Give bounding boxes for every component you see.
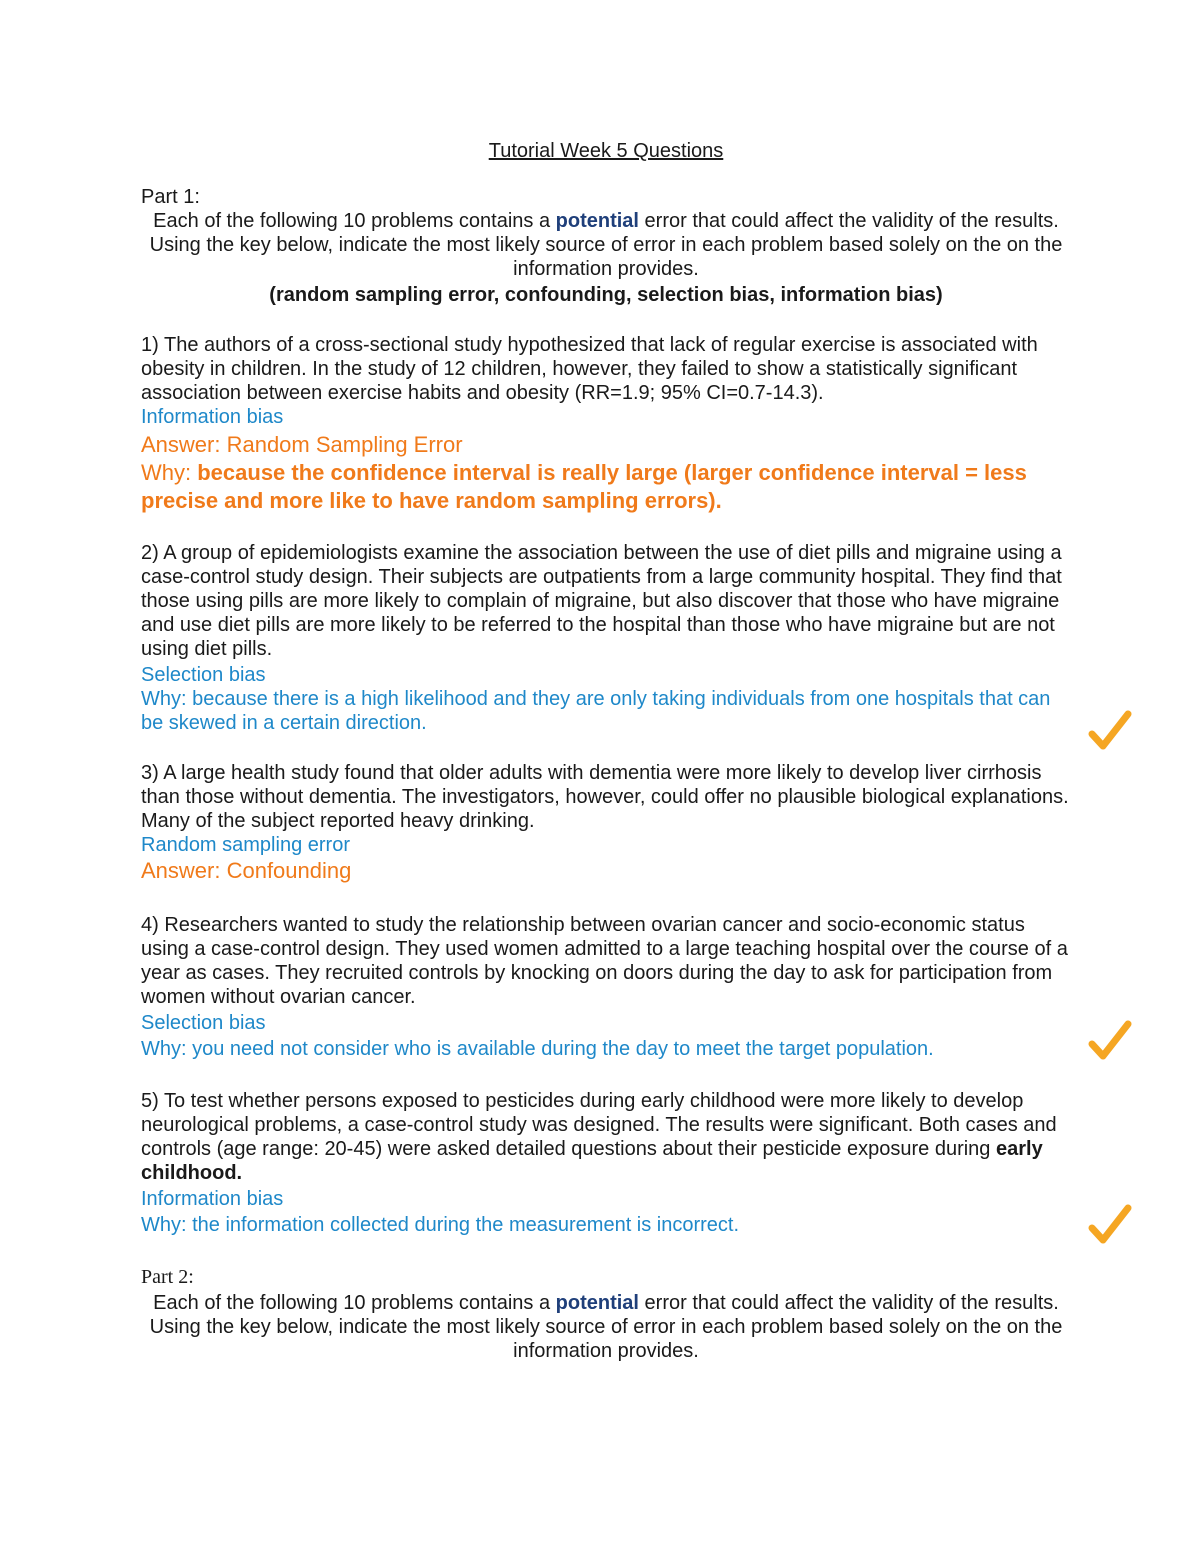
question-5-why: Why: the information collected during the measurement is incorrect.: [141, 1214, 740, 1236]
part1-heading: Part 1:: [141, 186, 200, 208]
question-1-student-answer: Information bias: [141, 406, 284, 428]
question-5-student-answer: Information bias: [141, 1188, 284, 1210]
question-1-answer: Answer: Random Sampling Error: [141, 432, 463, 457]
question-1-why-text: because the confidence interval is really large (larger confidence interval = less precise and more like to have random sampling errors).: [141, 460, 1027, 513]
question-1-why-label: Why:: [141, 460, 198, 485]
question-2-student-answer: Selection bias: [141, 664, 266, 686]
checkmark-icon: [1086, 1200, 1134, 1248]
question-2-text: 2) A group of epidemiologists examine the association between the use of diet pills and migraine using a case-control study design. Their subjects are outpatients from a large community hospital. They find that those using pills are more likely to complain of migraine, but also discover that those who have migraine and use diet pills are more likely to be referred to the hospital than those who have migraine but are not using diet pills.: [141, 542, 1062, 660]
question-4-student-answer: Selection bias: [141, 1012, 266, 1034]
question-5-text-bold: early childhood.: [141, 1138, 1043, 1184]
part1-intro: [141, 209, 1071, 281]
part1-intro-pre: Each of the following 10 problems contains a: [153, 210, 556, 232]
question-4-why: Why: you need not consider who is available during the day to meet the target population.: [141, 1038, 934, 1060]
part2-intro-emphasis: potential: [555, 1292, 639, 1314]
page-title: Tutorial Week 5 Questions: [488, 140, 724, 162]
question-5: [141, 1089, 1071, 1237]
question-2-why: Why: because there is a high likelihood and they are only taking individuals from one hospitals that can be skewed in a certain direction.: [141, 688, 1051, 734]
checkmark-icon: [1086, 706, 1134, 754]
question-3-answer: Answer: Confounding: [141, 858, 352, 883]
question-5-text: [141, 1089, 1071, 1185]
part2-intro-post: error that could affect the validity of the results. Using the key below, indicate the most likely source of error in each problem based solely on the on the information provides.: [149, 1292, 1063, 1362]
part1-intro-emphasis: potential: [555, 210, 639, 232]
question-1-text: 1) The authors of a cross-sectional study hypothesized that lack of regular exercise is associated with obesity in children. In the study of 12 children, however, they failed to show a statistically significant association between exercise habits and obesity (RR=1.9; 95% CI=0.7-14.3).: [141, 334, 1038, 404]
question-1: [141, 333, 1071, 515]
question-1-why: [141, 459, 1071, 515]
part1-key: (random sampling error, confounding, selection bias, information bias): [269, 284, 943, 306]
question-3: [141, 761, 1071, 885]
part2-heading: Part 2:: [141, 1266, 194, 1288]
checkmark-icon: [1086, 1016, 1134, 1064]
question-4-text: 4) Researchers wanted to study the relationship between ovarian cancer and socio-economic status using a case-control design. They used women admitted to a large teaching hospital over the course of a year as cases. They recruited controls by knocking on doors during the day to ask for participation from women without ovarian cancer.: [141, 914, 1068, 1008]
question-3-text: 3) A large health study found that older adults with dementia were more likely to develop liver cirrhosis than those without dementia. The investigators, however, could offer no plausible biological explanations. Many of the subject reported heavy drinking.: [141, 762, 1069, 832]
question-5-text-main: 5) To test whether persons exposed to pesticides during early childhood were more likely to develop neurological problems, a case-control study was designed. The results were significant. Both cases and controls (age range: 20-45) were asked detailed questions about their pesticide exposure during: [141, 1090, 1057, 1160]
part2-intro: [141, 1291, 1071, 1363]
part2-intro-pre: Each of the following 10 problems contains a: [153, 1292, 556, 1314]
question-3-student-answer: Random sampling error: [141, 834, 350, 856]
part1-intro-post: error that could affect the validity of the results. Using the key below, indicate the most likely source of error in each problem based solely on the on the information provides.: [149, 210, 1063, 280]
document-content: [141, 139, 1071, 1363]
question-2: [141, 541, 1071, 735]
question-4: [141, 913, 1071, 1061]
